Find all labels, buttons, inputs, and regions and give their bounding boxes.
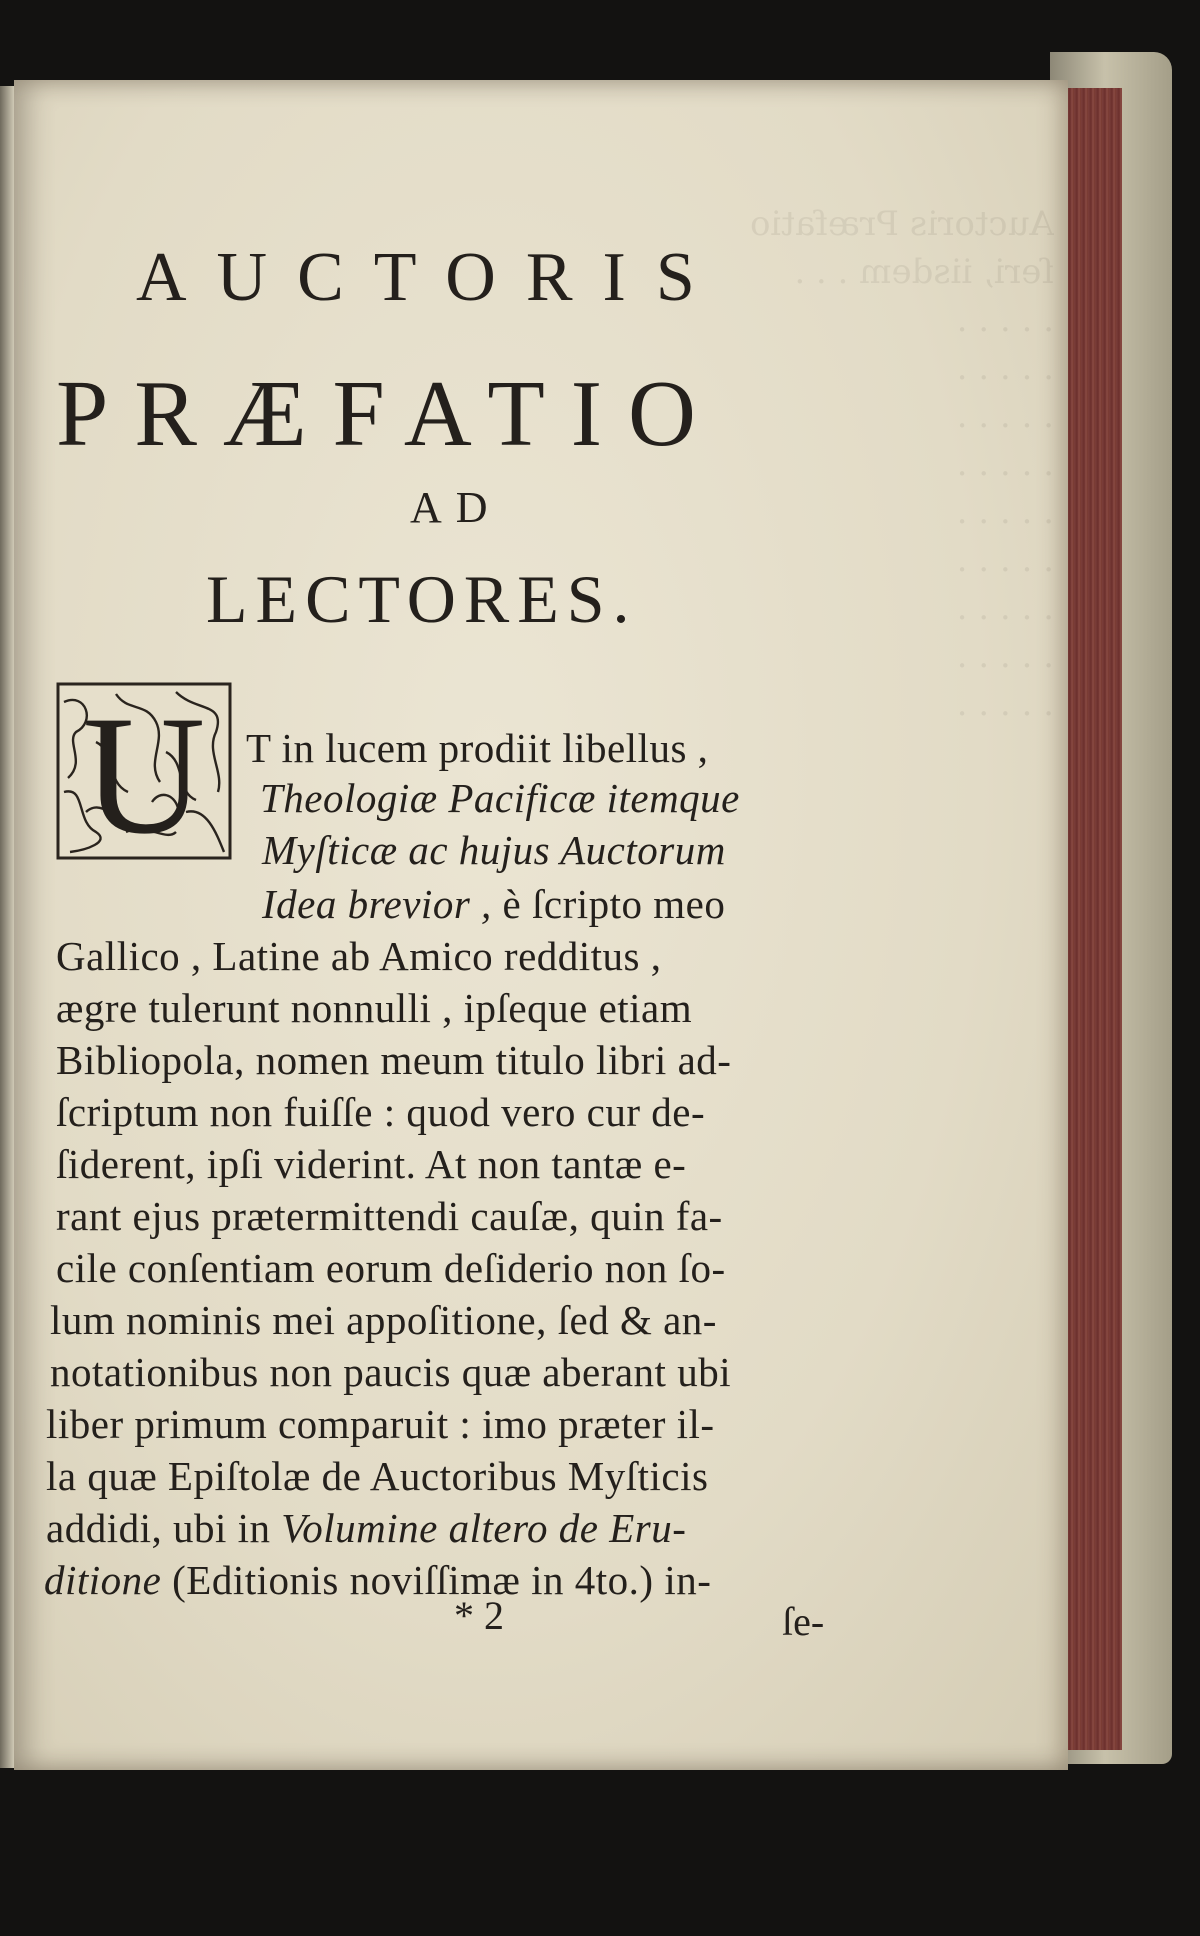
body-line bbox=[56, 932, 856, 980]
roman-text: T in lucem prodiit libellus , bbox=[246, 725, 709, 771]
roman-text: Gallico , Latine ab Amico redditus , bbox=[56, 933, 662, 979]
heading-ad: AD bbox=[410, 483, 502, 532]
roman-text: ſiderent, ipſi viderint. At non tantæ e- bbox=[56, 1141, 687, 1187]
body-line bbox=[56, 1140, 846, 1188]
body-line bbox=[246, 724, 846, 772]
body-line bbox=[44, 1556, 844, 1604]
body-line bbox=[262, 880, 862, 928]
roman-text: lum nominis mei appoſitione, ſed & an- bbox=[50, 1297, 717, 1343]
roman-text: Bibliopola, nomen meum titulo libri ad- bbox=[56, 1037, 732, 1083]
body-line bbox=[260, 774, 850, 822]
body-line bbox=[56, 1244, 846, 1292]
italic-text: Myſticæ ac hujus Auctorum bbox=[262, 827, 726, 873]
roman-text: notationibus non paucis quæ aberant ubi bbox=[50, 1349, 732, 1395]
roman-text: addidi, ubi in bbox=[46, 1505, 282, 1551]
heading-auctoris: AUCTORIS bbox=[136, 239, 725, 316]
roman-text: liber primum comparuit : imo præter il- bbox=[46, 1401, 715, 1447]
roman-text: rant ejus prætermittendi cauſæ, quin fa- bbox=[56, 1193, 723, 1239]
italic-text: Volumine altero de Eru- bbox=[281, 1505, 687, 1551]
body-line bbox=[262, 826, 852, 874]
body-line bbox=[50, 1348, 850, 1396]
italic-text: Idea brevior , bbox=[262, 881, 492, 927]
signature-mark: * 2 bbox=[454, 1593, 504, 1638]
body-line bbox=[50, 1296, 850, 1344]
roman-text: (Editionis noviſſimæ in 4to.) in- bbox=[161, 1557, 712, 1603]
roman-text: ægre tulerunt nonnulli , ipſeque etiam bbox=[56, 985, 693, 1031]
body-line bbox=[46, 1452, 846, 1500]
body-line bbox=[56, 1036, 856, 1084]
italic-text: Theologiæ Pacificæ itemque bbox=[260, 775, 740, 821]
heading-lectores: LECTORES. bbox=[206, 561, 638, 637]
gutter-edge bbox=[0, 86, 14, 1768]
heading-praefatio: PRÆFATIO bbox=[56, 362, 722, 466]
body-line bbox=[46, 1400, 846, 1448]
body-line bbox=[56, 984, 856, 1032]
roman-text: è ſcripto meo bbox=[491, 881, 726, 927]
ornamental-initial bbox=[56, 682, 232, 860]
body-line bbox=[56, 1088, 846, 1136]
body-line bbox=[46, 1504, 846, 1552]
show-through-text: Auctoris Præfatio ſeri, iisdem . . . . . . . . . . . . . . . . . . . . . . . . . . . . . . . . . . . . . . . . . . . . . . . . bbox=[750, 204, 1054, 724]
roman-text: ſcriptum non fuiſſe : quod vero cur de- bbox=[56, 1089, 706, 1135]
initial-letter: U bbox=[82, 682, 206, 860]
body-line bbox=[56, 1192, 846, 1240]
roman-text: la quæ Epiſtolæ de Auctoribus Myſticis bbox=[46, 1453, 709, 1499]
catchword: ſe- bbox=[782, 1599, 825, 1644]
roman-text: cile conſentiam eorum deſiderio non ſo- bbox=[56, 1245, 726, 1291]
italic-text: ditione bbox=[44, 1557, 162, 1603]
